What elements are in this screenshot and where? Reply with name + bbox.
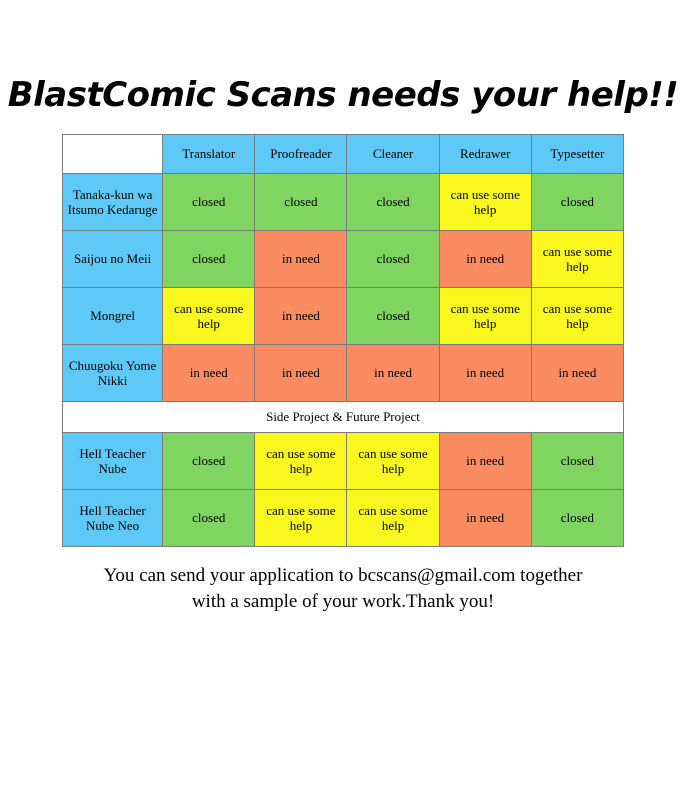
table-header bbox=[63, 135, 624, 174]
row-label-mongrel: Mongrel bbox=[63, 288, 163, 345]
poster-page bbox=[0, 75, 686, 787]
status-cell: closed bbox=[163, 433, 255, 490]
status-cell: can use some help bbox=[163, 288, 255, 345]
status-cell: can use some help bbox=[531, 288, 623, 345]
table-row bbox=[63, 490, 624, 547]
column-header-proofreader: Proofreader bbox=[255, 135, 347, 174]
status-cell: can use some help bbox=[439, 288, 531, 345]
status-cell: in need bbox=[531, 345, 623, 402]
row-label-hell-teacher-nube-neo: Hell Teacher Nube Neo bbox=[63, 490, 163, 547]
row-label-chuugoku-yome-nikki: Chuugoku Yome Nikki bbox=[63, 345, 163, 402]
status-cell: in need bbox=[347, 345, 439, 402]
status-cell: can use some help bbox=[439, 174, 531, 231]
table-corner-cell bbox=[63, 135, 163, 174]
section-label-side-future-project: Side Project & Future Project bbox=[63, 402, 624, 433]
column-header-redrawer: Redrawer bbox=[439, 135, 531, 174]
status-cell: in need bbox=[255, 231, 347, 288]
page-title: BlastComic Scans needs your help!! bbox=[7, 75, 679, 115]
table-row bbox=[63, 433, 624, 490]
row-label-tanaka-kun: Tanaka-kun wa Itsumo Kedaruge bbox=[63, 174, 163, 231]
status-cell: can use some help bbox=[255, 490, 347, 547]
contact-footer bbox=[0, 563, 686, 614]
status-cell: closed bbox=[347, 288, 439, 345]
column-header-translator: Translator bbox=[163, 135, 255, 174]
status-cell: in need bbox=[255, 288, 347, 345]
table-row bbox=[63, 345, 624, 402]
status-cell: can use some help bbox=[347, 433, 439, 490]
row-label-saijou-no-meii: Saijou no Meii bbox=[63, 231, 163, 288]
status-cell: in need bbox=[439, 231, 531, 288]
contact-line-2: with a sample of your work.Thank you! bbox=[191, 590, 495, 612]
table-row bbox=[63, 174, 624, 231]
status-cell: closed bbox=[347, 174, 439, 231]
status-cell: in need bbox=[255, 345, 347, 402]
row-label-hell-teacher-nube: Hell Teacher Nube bbox=[63, 433, 163, 490]
status-cell: closed bbox=[163, 490, 255, 547]
status-cell: in need bbox=[439, 433, 531, 490]
status-cell: in need bbox=[439, 490, 531, 547]
staff-status-table-container bbox=[62, 134, 624, 547]
status-cell: closed bbox=[163, 174, 255, 231]
status-cell: closed bbox=[255, 174, 347, 231]
column-header-typesetter: Typesetter bbox=[531, 135, 623, 174]
status-cell: can use some help bbox=[531, 231, 623, 288]
table-row bbox=[63, 288, 624, 345]
status-cell: closed bbox=[163, 231, 255, 288]
status-cell: in need bbox=[439, 345, 531, 402]
status-cell: closed bbox=[531, 433, 623, 490]
status-cell: in need bbox=[163, 345, 255, 402]
status-cell: can use some help bbox=[255, 433, 347, 490]
table-row bbox=[63, 231, 624, 288]
status-cell: can use some help bbox=[347, 490, 439, 547]
contact-line-1: You can send your application to bcscans@gmail.com together bbox=[103, 565, 583, 586]
staff-status-table bbox=[62, 134, 624, 547]
table-header-row bbox=[63, 135, 624, 174]
table-body bbox=[63, 174, 624, 547]
status-cell: closed bbox=[531, 490, 623, 547]
status-cell: closed bbox=[347, 231, 439, 288]
column-header-cleaner: Cleaner bbox=[347, 135, 439, 174]
section-header-row bbox=[63, 402, 624, 433]
status-cell: closed bbox=[531, 174, 623, 231]
